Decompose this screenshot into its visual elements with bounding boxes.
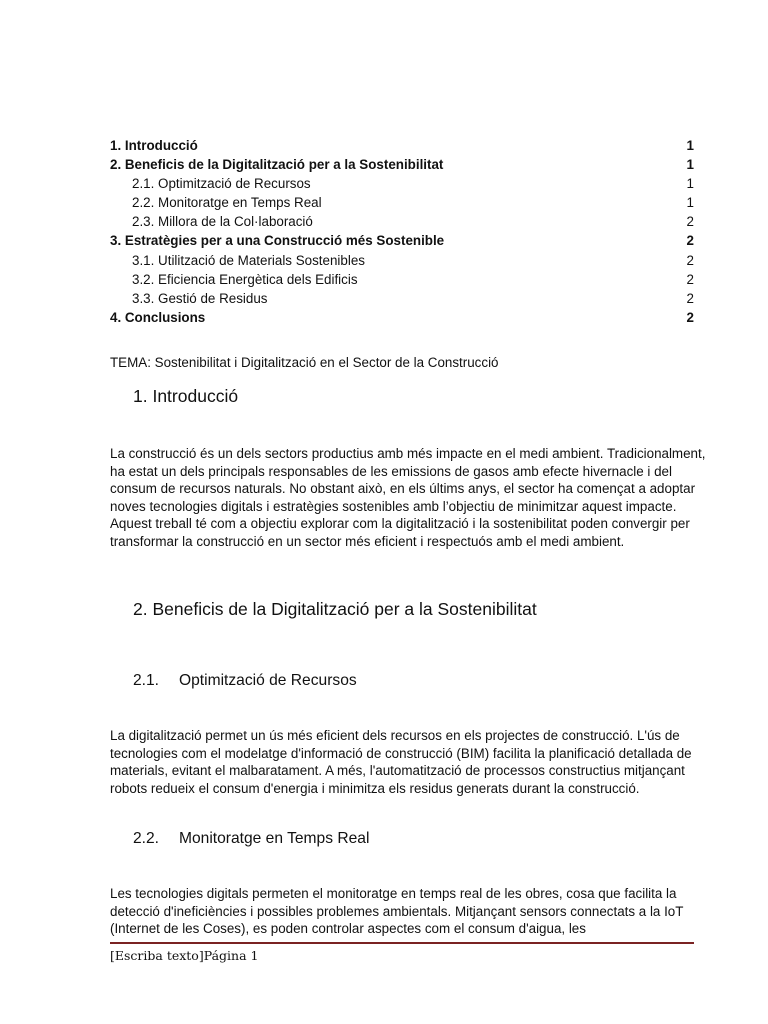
toc-entry-page: 2 [686,271,694,287]
toc-entry-eficiencia[interactable] [110,270,694,289]
table-of-contents [110,136,694,327]
heading-number: 2.1. [133,672,160,689]
paragraph-optimitzacio: La digitalització permet un ús més eficient dels recursos en els projectes de construcció. L'ús de tecnologies com el modelatge d'informació de construcció (BIM) facilita la planificació detallada de materials, evitant el malbaratament. A més, l'automatització de processos constructius mitjançant robots redueix el consum d'energia i minimitza els residus generats durant la construcció. [110,728,692,796]
toc-entry-page: 1 [686,157,694,173]
toc-entry-label: 4. Conclusions [110,309,206,325]
toc-entry-monitoratge[interactable] [110,193,694,212]
toc-entry-page: 2 [686,214,694,230]
heading-monitoratge [133,829,369,849]
toc-entry-beneficis[interactable] [110,155,694,174]
toc-entry-estrategies[interactable] [110,231,694,250]
toc-entry-page: 2 [686,252,694,268]
toc-entry-page: 1 [686,176,694,192]
toc-entry-page: 2 [686,233,694,249]
toc-entry-page: 1 [686,195,694,211]
toc-entry-page: 2 [686,290,694,306]
heading-number: 2.2. [133,830,160,847]
heading-introduccio: 1. Introducció [133,386,239,406]
toc-entry-label: 1. Introducció [110,138,198,153]
heading-title: Monitoratge en Temps Real [179,830,370,847]
toc-entry-residus[interactable] [110,289,694,308]
toc-entry-label: 2.3. Millora de la Col·laboració [132,214,313,230]
toc-entry-introduccio[interactable] [110,136,694,155]
toc-entry-label: 2. Beneficis de la Digitalització per a la Sostenibilitat [110,157,444,173]
toc-entry-materials[interactable] [110,251,694,270]
toc-entry-page: 2 [686,309,694,325]
toc-entry-page: 1 [686,138,694,153]
toc-entry-label: 3.1. Utilització de Materials Sostenibles [132,252,365,268]
topic-line: TEMA: Sostenibilitat i Digitalització en el Sector de la Construcció [110,355,499,370]
toc-entry-optimitzacio[interactable] [110,174,694,193]
toc-entry-conclusions[interactable] [110,308,694,327]
toc-entry-label: 3. Estratègies per a una Construcció més Sostenible [110,233,445,249]
toc-entry-label: 2.2. Monitoratge en Temps Real [132,195,322,211]
toc-entry-label: 2.1. Optimització de Recursos [132,176,311,192]
heading-title: Optimització de Recursos [179,672,357,689]
footer-divider [110,942,694,944]
toc-entry-colaboracio[interactable] [110,212,694,231]
heading-beneficis: 2. Beneficis de la Digitalització per a la Sostenibilitat [133,599,537,619]
toc-entry-label: 3.2. Eficiencia Energètica dels Edificis [132,271,358,287]
heading-optimitzacio [133,671,357,691]
toc-entry-label: 3.3. Gestió de Residus [132,290,268,306]
paragraph-monitoratge: Les tecnologies digitals permeten el monitoratge en temps real de les obres, cosa que facilita la detecció d'ineficiències i possibles problemes ambientals. Mitjançant sensors connectats a la IoT (Internet de les Coses), es poden controlar aspectes com el consum d'aigua, les [110,886,684,937]
paragraph-introduccio: La construcció és un dels sectors productius amb més impacte en el medi ambient. Tradicionalment, ha estat un dels principals responsables de les emissions de gasos amb efecte hivernacle i del consum de recursos naturals. No obstant això, en els últims anys, el sector ha començat a adoptar noves tecnologies digitals i estratègies sostenibles amb l’objectiu de minimitzar aquest impacte. Aquest treball té com a objectiu explorar com la digitalització i la sostenibilitat poden convergir per transformar la construcció en un sector més eficient i respectuós amb el medi ambient. [110,446,706,549]
page-footer: [Escriba texto]Página 1 [110,948,259,963]
